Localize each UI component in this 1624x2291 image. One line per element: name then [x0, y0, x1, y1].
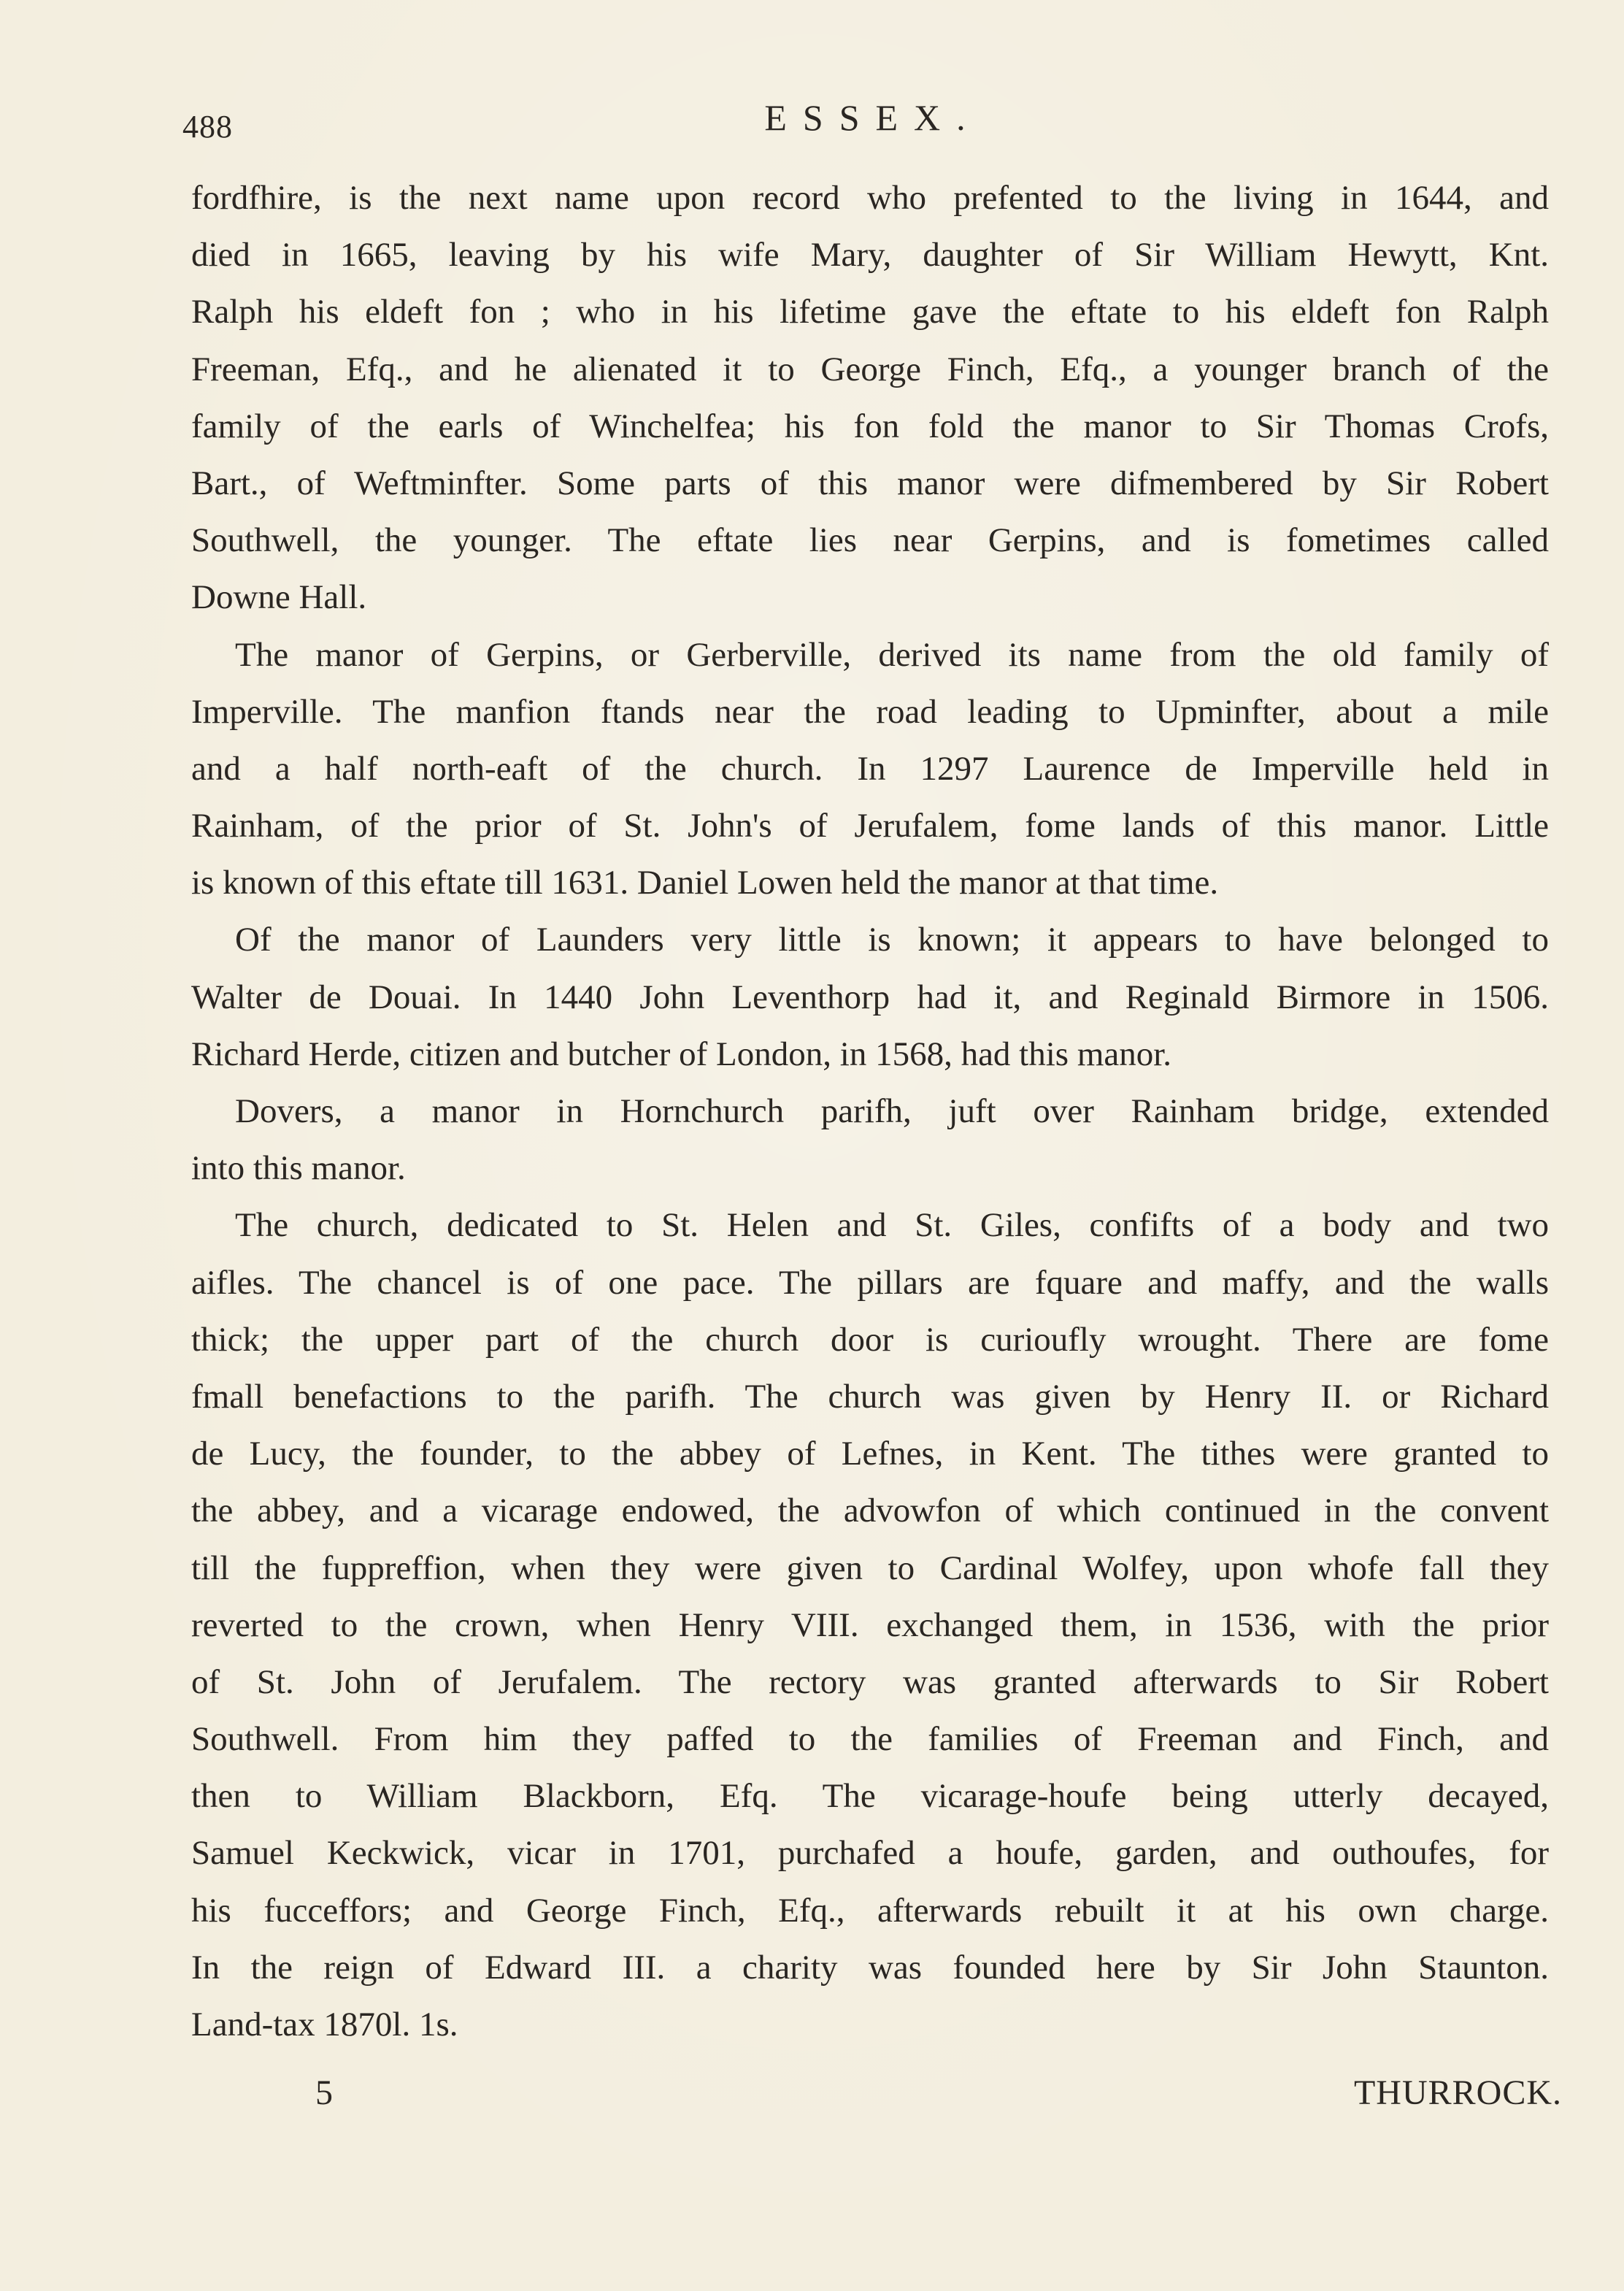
text-line: de Lucy, the founder, to the abbey of Lefnes, in Kent. The tithes were granted to	[191, 1435, 1549, 1473]
text-line: Walter de Douai. In 1440 John Leventhorp had it, and Reginald Birmore in 1506.	[191, 978, 1549, 1016]
text-line: Southwell, the younger. The eftate lies near Gerpins, and is fometimes called	[191, 521, 1549, 560]
text-line: reverted to the crown, when Henry VIII. exchanged them, in 1536, with the prior	[191, 1605, 1549, 1644]
text-line: of St. John of Jerufalem. The rectory was granted afterwards to Sir Robert	[191, 1662, 1549, 1701]
text-line: thick; the upper part of the church door is curioufly wrought. There are fome	[191, 1320, 1549, 1359]
text-line: Dovers, a manor in Hornchurch parifh, juft over Rainham bridge, extended	[235, 1092, 1549, 1130]
text-line: family of the earls of Winchelfea; his fon fold the manor to Sir Thomas Crofs,	[191, 407, 1549, 445]
text-line: Of the manor of Launders very little is known; it appears to have belonged to	[235, 921, 1549, 959]
text-line: Imperville. The manfion ftands near the road leading to Upminfter, about a mile	[191, 692, 1549, 731]
text-line: The manor of Gerpins, or Gerberville, derived its name from the old family of	[235, 635, 1549, 674]
text-line: Bart., of Weftminfter. Some parts of this manor were difmembered by Sir Robert	[191, 464, 1549, 502]
text-line: In the reign of Edward III. a charity was founded here by Sir John Staunton.	[191, 1948, 1549, 1987]
running-title: ESSEX.	[764, 97, 982, 138]
page-footer	[182, 2062, 1562, 2128]
text-line: fmall benefactions to the parifh. The church was given by Henry II. or Richard	[191, 1377, 1549, 1416]
text-line: The church, dedicated to St. Helen and St. Giles, confifts of a body and two	[235, 1206, 1549, 1245]
text-line: Land-tax 1870l. 1s.	[191, 2006, 458, 2044]
signature-mark: 5	[315, 2073, 333, 2112]
text-line: died in 1665, leaving by his wife Mary, daughter of Sir William Hewytt, Knt.	[191, 236, 1549, 275]
text-line: and a half north-eaft of the church. In 1297 Laurence de Imperville held in	[191, 749, 1549, 788]
text-line: Rainham, of the prior of St. John's of Jerufalem, fome lands of this manor. Little	[191, 807, 1549, 845]
text-line: Freeman, Efq., and he alienated it to George Finch, Efq., a younger branch of the	[191, 350, 1549, 388]
page-header	[182, 86, 1547, 145]
text-line: Richard Herde, citizen and butcher of London, in 1568, had this manor.	[191, 1035, 1172, 1073]
text-line: Southwell. From him they paffed to the families of Freeman and Finch, and	[191, 1720, 1549, 1759]
body-text	[191, 169, 1549, 2053]
text-line: is known of this eftate till 1631. Daniel Lowen held the manor at that time.	[191, 864, 1219, 902]
text-line: into this manor.	[191, 1149, 406, 1188]
text-line: then to William Blackborn, Efq. The vicarage-houfe being utterly decayed,	[191, 1777, 1549, 1816]
text-line: till the fuppreffion, when they were given to Cardinal Wolfey, upon whofe fall they	[191, 1549, 1549, 1587]
catchword: THURROCK.	[1353, 2073, 1562, 2112]
page-number: 488	[182, 109, 233, 145]
text-line: Ralph his eldeft fon ; who in his lifetime gave the eftate to his eldeft fon Ralph	[191, 293, 1549, 331]
text-line: Samuel Keckwick, vicar in 1701, purchafed a houfe, garden, and outhoufes, for	[191, 1834, 1549, 1873]
text-line: the abbey, and a vicarage endowed, the advowfon of which continued in the convent	[191, 1492, 1549, 1530]
text-line: fordfhire, is the next name upon record who prefented to the living in 1644, and	[191, 179, 1549, 217]
text-line: aifles. The chancel is of one pace. The pillars are fquare and maffy, and the walls	[191, 1263, 1549, 1302]
text-line: his fucceffors; and George Finch, Efq., afterwards rebuilt it at his own charge.	[191, 1891, 1549, 1930]
text-line: Downe Hall.	[191, 578, 367, 617]
